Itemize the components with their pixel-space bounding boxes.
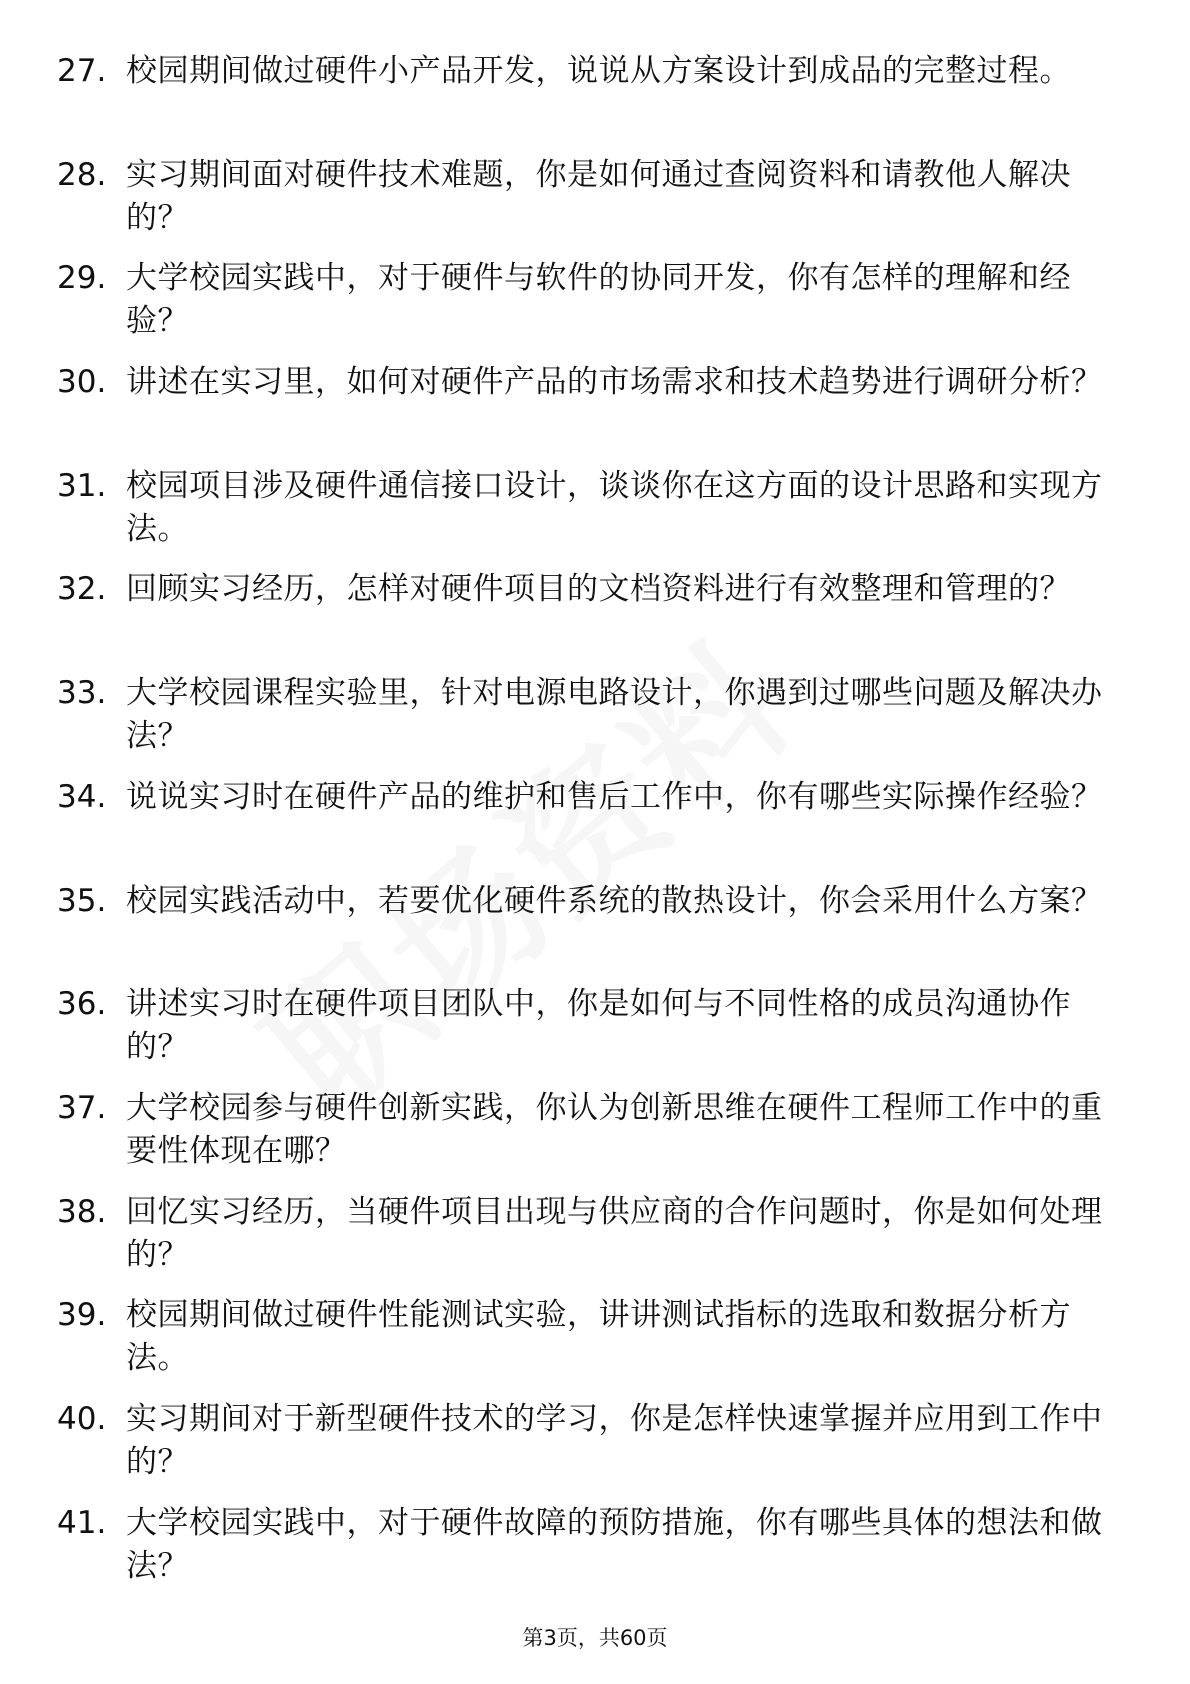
question-number: 32. xyxy=(57,571,107,608)
question-number: 28. xyxy=(57,156,107,193)
question-text: 讲述实习时在硬件项目团队中，你是如何与不同性格的成员沟通协作的？ xyxy=(126,986,1071,1066)
question-item xyxy=(0,154,1190,258)
question-text: 校园期间做过硬件性能测试实验，讲讲测试指标的选取和数据分析方法。 xyxy=(126,1297,1071,1377)
question-text: 校园实践活动中，若要优化硬件系统的散热设计，你会采用什么方案？ xyxy=(126,882,1103,919)
question-text: 大学校园实践中，对于硬件故障的预防措施，你有哪些具体的想法和做法？ xyxy=(126,1504,1103,1584)
question-number: 34. xyxy=(57,778,107,815)
question-item xyxy=(0,1087,1190,1191)
question-item xyxy=(0,465,1190,569)
question-item xyxy=(0,880,1190,984)
question-number: 36. xyxy=(57,986,107,1023)
question-number: 30. xyxy=(57,364,107,401)
question-text: 校园项目涉及硬件通信接口设计，谈谈你在这方面的设计思路和实现方法。 xyxy=(126,467,1103,547)
question-number: 35. xyxy=(57,882,107,919)
question-list xyxy=(0,50,1190,1605)
question-text: 大学校园课程实验里，针对电源电路设计，你遇到过哪些问题及解决办法？ xyxy=(126,675,1103,755)
question-number: 37. xyxy=(57,1089,107,1126)
question-text: 讲述在实习里，如何对硬件产品的市场需求和技术趋势进行调研分析？ xyxy=(126,364,1103,401)
question-number: 41. xyxy=(57,1504,107,1541)
question-text: 实习期间面对硬件技术难题，你是如何通过查阅资料和请教他人解决的？ xyxy=(126,156,1071,236)
question-text: 说说实习时在硬件产品的维护和售后工作中，你有哪些实际操作经验？ xyxy=(126,778,1103,815)
question-number: 40. xyxy=(57,1400,107,1437)
question-text: 实习期间对于新型硬件技术的学习，你是怎样快速掌握并应用到工作中的？ xyxy=(126,1400,1103,1480)
question-item xyxy=(0,1191,1190,1295)
question-item xyxy=(0,568,1190,672)
question-text: 大学校园参与硬件创新实践，你认为创新思维在硬件工程师工作中的重要性体现在哪？ xyxy=(126,1089,1103,1169)
question-item xyxy=(0,1502,1190,1606)
question-number: 27. xyxy=(57,53,107,89)
question-item xyxy=(0,1398,1190,1502)
question-text: 大学校园实践中，对于硬件与软件的协同开发，你有怎样的理解和经验？ xyxy=(126,260,1071,340)
question-item xyxy=(0,257,1190,361)
page-footer: 第3页，共60页 xyxy=(522,1626,668,1650)
question-text: 回顾实习经历，怎样对硬件项目的文档资料进行有效整理和管理的？ xyxy=(126,571,1071,608)
question-text: 校园期间做过硬件小产品开发，说说从方案设计到成品的完整过程。 xyxy=(126,53,1071,89)
question-number: 38. xyxy=(57,1193,107,1230)
question-number: 29. xyxy=(57,260,107,297)
question-item xyxy=(0,1294,1190,1398)
question-number: 33. xyxy=(57,675,107,712)
question-number: 31. xyxy=(57,467,107,504)
question-number: 39. xyxy=(57,1297,107,1334)
question-text: 回忆实习经历，当硬件项目出现与供应商的合作问题时，你是如何处理的？ xyxy=(126,1193,1103,1273)
question-item xyxy=(0,776,1190,880)
question-item xyxy=(0,361,1190,465)
question-item xyxy=(0,983,1190,1087)
question-item xyxy=(0,672,1190,776)
question-item xyxy=(0,50,1190,154)
